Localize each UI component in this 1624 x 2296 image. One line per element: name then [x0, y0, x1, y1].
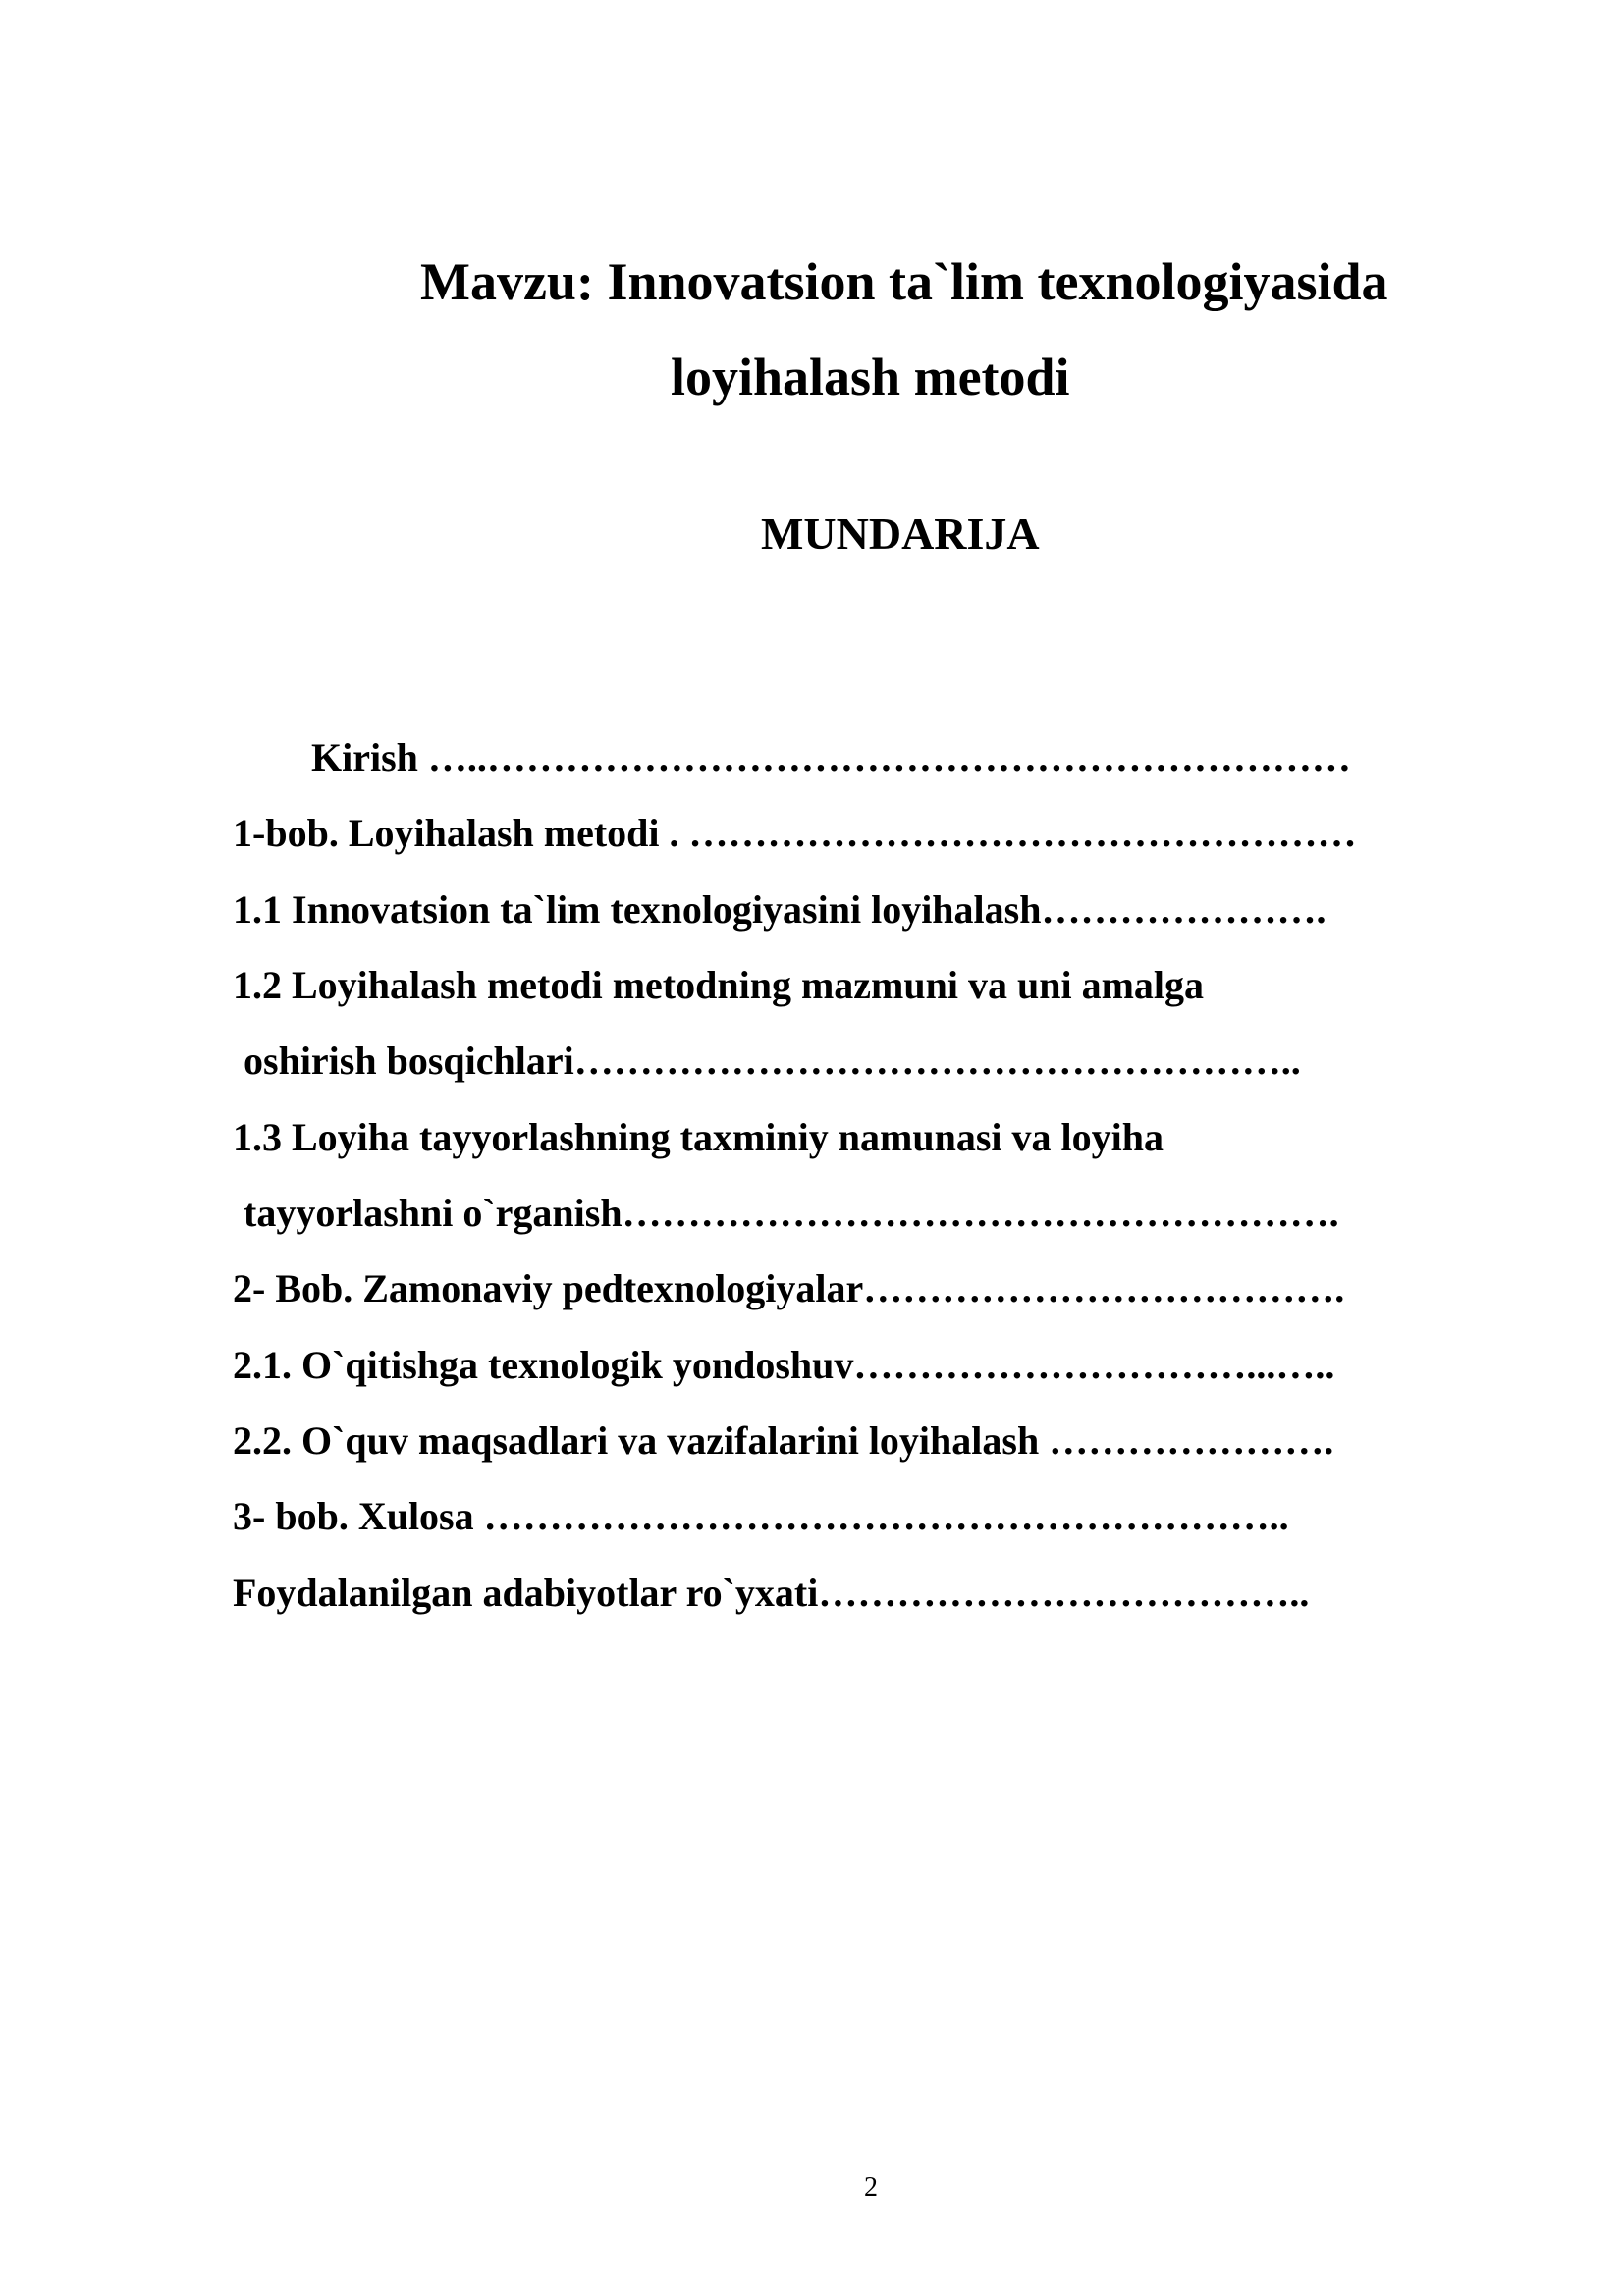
- toc-entry-references: Foydalanilgan adabiyotlar ro`yxati………………………………..: [233, 1571, 1310, 1615]
- toc-entry-section-1-1: 1.1 Innovatsion ta`lim texnologiyasini loyihalash………………….: [233, 887, 1326, 932]
- toc-entry-chapter-1: 1-bob. Loyihalash metodi . ……………………………………………: [233, 811, 1357, 855]
- contents-heading: MUNDARIJA: [761, 508, 1040, 559]
- document-title-line-1: Mavzu: Innovatsion ta`lim texnologiyasida: [420, 252, 1388, 311]
- toc-entry-section-1-3: 1.3 Loyiha tayyorlashning taxminiy namunasi va loyiha: [233, 1115, 1164, 1159]
- toc-entry-section-1-3-continued: tayyorlashni o`rganish……………………………………………….: [244, 1191, 1339, 1235]
- toc-entry-kirish: Kirish …..…………………………………………………………: [311, 735, 1351, 779]
- page-number: 2: [864, 2172, 878, 2203]
- toc-entry-section-2-1: 2.1. O`qitishga texnologik yondoshuv…………………………...…..: [233, 1343, 1335, 1387]
- toc-entry-chapter-3: 3- bob. Xulosa ……………………………………………………..: [233, 1494, 1289, 1538]
- toc-entry-chapter-2: 2- Bob. Zamonaviy pedtexnologiyalar……………………………….: [233, 1266, 1345, 1310]
- toc-entry-section-2-2: 2.2. O`quv maqsadlari va vazifalarini loyihalash ………………….: [233, 1418, 1334, 1463]
- document-title-line-2: loyihalash metodi: [671, 347, 1070, 406]
- toc-entry-section-1-2-continued: oshirish bosqichlari………………………………………………..: [244, 1039, 1301, 1083]
- toc-entry-section-1-2: 1.2 Loyihalash metodi metodning mazmuni va uni amalga: [233, 963, 1205, 1007]
